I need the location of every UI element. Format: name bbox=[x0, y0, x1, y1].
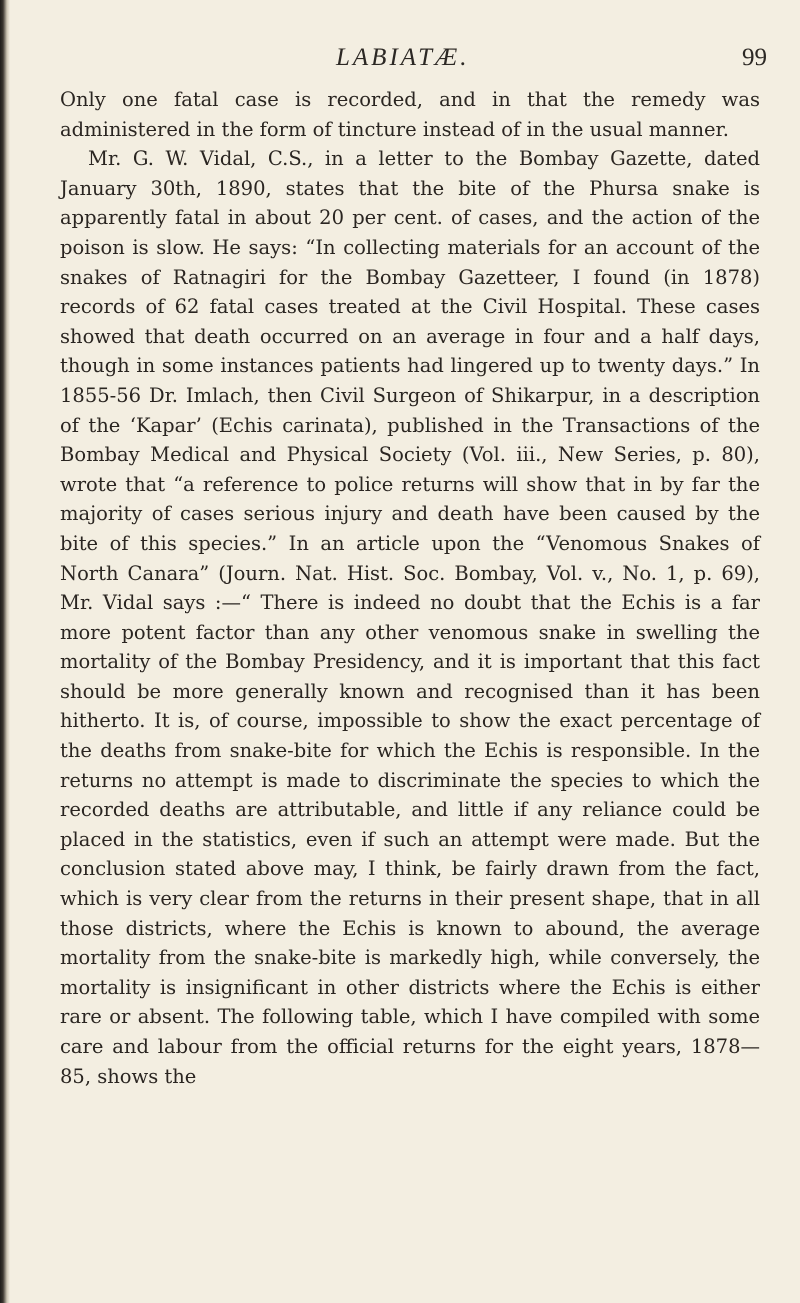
running-title: LABIATÆ. bbox=[336, 44, 470, 71]
book-spine-edge bbox=[0, 0, 10, 1303]
paragraph-1: Only one fatal case is recorded, and in that the remedy was administered in the form of tincture instead of in the usual manner. bbox=[60, 88, 760, 141]
page-number: 99 bbox=[742, 44, 767, 71]
paragraph-2: Mr. G. W. Vidal, C.S., in a letter to the Bombay Gazette, dated January 30th, 1890, states that the bite of the Phursa snake is apparently fatal in about 20 per cent. of cases, and the action of the poison is slow. He says: “In collecting materials for an account of the snakes of Ratnagiri for the Bombay Gazetteer, I found (in 1878) records of 62 fatal cases treated at the Civil Hospital. These cases showed that death occurred on an average in four and a half days, though in some instances patients had lingered up to twenty days.” In 1855-56 Dr. Imlach, then Civil Surgeon of Shikarpur, in a description of the ‘Kapar’ (Echis carinata), published in the Transactions of the Bombay Medical and Physical Society (Vol. iii., New Series, p. 80), wrote that “a reference to police returns will show that in by far the majority of cases serious injury and death have been caused by the bite of this species.” In an article upon the “Venomous Snakes of North Canara” (Journ. Nat. Hist. Soc. Bombay, Vol. v., No. 1, p. 69), Mr. Vidal says :—“ There is indeed no doubt that the Echis is a far more potent factor than any other venomous snake in swelling the mortality of the Bombay Presidency, and it is important that this fact should be more generally known and recognised than it has been hitherto. It is, of course, impossible to show the exact percentage of the deaths from snake-bite for which the Echis is responsible. In the returns no attempt is made to discriminate the species to which the recorded deaths are attributable, and little if any reliance could be placed in the statistics, even if such an attempt were made. But the conclusion stated above may, I think, be fairly drawn from the fact, which is very clear from the returns in their present shape, that in all those districts, where the Echis is known to abound, the average mortality from the snake-bite is markedly high, while conversely, the mortality is insignificant in other districts where the Echis is either rare or absent. The following table, which I have compiled with some care and labour from the official returns for the eight years, 1878—85, shows the bbox=[60, 147, 760, 1088]
body-text bbox=[60, 85, 760, 1091]
page-header bbox=[0, 42, 800, 76]
